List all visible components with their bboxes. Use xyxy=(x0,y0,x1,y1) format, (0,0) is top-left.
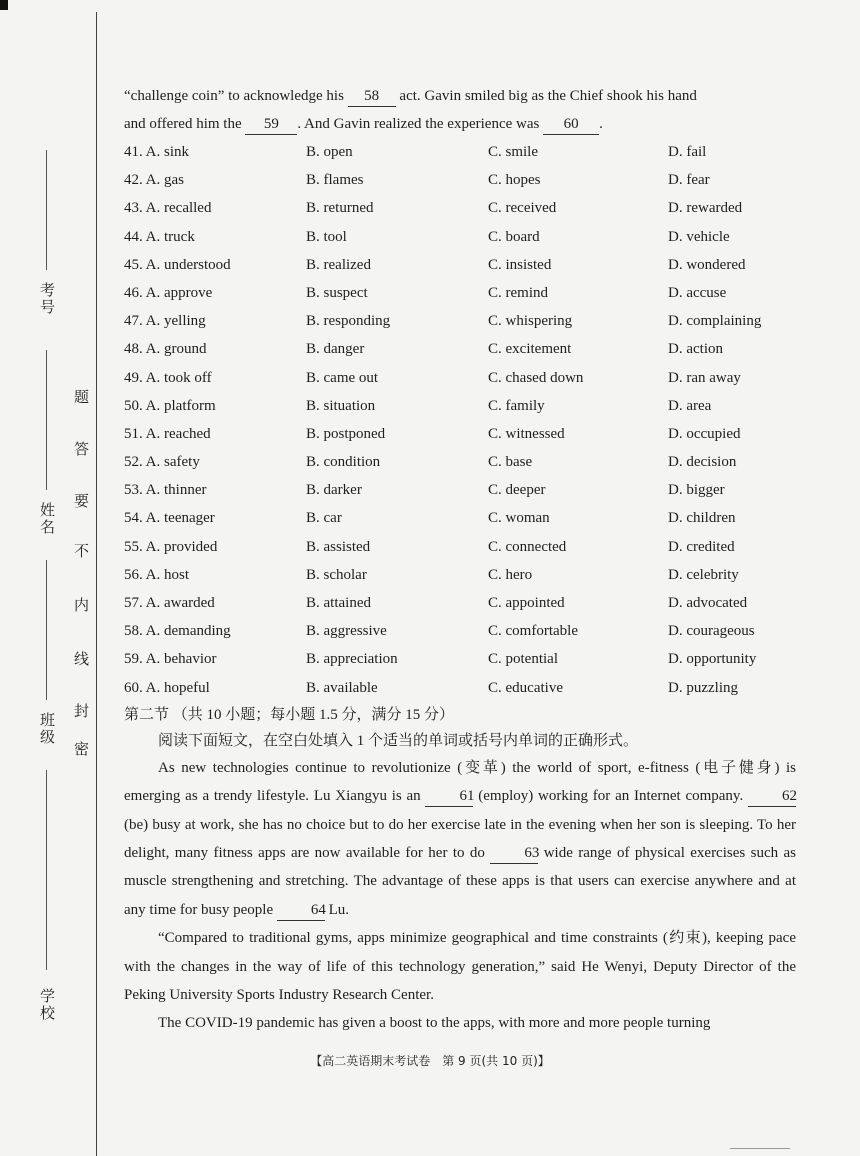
option-b: B. responding xyxy=(306,313,391,330)
option-row xyxy=(124,504,796,532)
option-a: 44. A. truck xyxy=(124,228,195,245)
option-b: B. available xyxy=(306,679,378,696)
option-c: C. chased down xyxy=(488,369,584,386)
option-b: B. car xyxy=(306,510,342,527)
option-d: D. occupied xyxy=(668,425,741,442)
option-a: 42. A. gas xyxy=(124,172,184,189)
option-c: C. potential xyxy=(488,651,558,668)
option-d: D. accuse xyxy=(668,284,727,301)
option-b: B. suspect xyxy=(306,284,368,301)
seal-char: 题 xyxy=(74,390,90,406)
option-a: 46. A. approve xyxy=(124,284,213,301)
exam-number-label: 考号 xyxy=(38,282,54,316)
option-row xyxy=(124,392,796,420)
option-c: C. insisted xyxy=(488,256,552,273)
option-d: D. children xyxy=(668,510,736,527)
option-row xyxy=(124,448,796,476)
option-d: D. rewarded xyxy=(668,200,743,217)
option-c: C. educative xyxy=(488,679,563,696)
option-row xyxy=(124,138,796,166)
option-d: D. wondered xyxy=(668,256,746,273)
blank-60: 60 xyxy=(543,114,599,135)
option-b: B. darker xyxy=(306,482,362,499)
option-row xyxy=(124,420,796,448)
seal-char: 要 xyxy=(74,494,90,510)
option-c: C. hopes xyxy=(488,172,541,189)
option-b: B. flames xyxy=(306,172,364,189)
option-row xyxy=(124,194,796,222)
section2-instruction: 阅读下面短文，在空白处填入 1 个适当的单词或括号内单词的正确形式。 xyxy=(158,732,639,749)
option-a: 48. A. ground xyxy=(124,341,207,358)
option-a: 60. A. hopeful xyxy=(124,679,210,696)
option-a: 50. A. platform xyxy=(124,397,216,414)
options-list xyxy=(124,138,796,702)
option-row xyxy=(124,307,796,335)
option-a: 47. A. yelling xyxy=(124,313,206,330)
class-label: 班级 xyxy=(38,712,54,746)
option-b: B. condition xyxy=(306,454,381,471)
passage-paragraph-3: The COVID-19 pandemic has given a boost to the apps, with more and more people turning xyxy=(158,1015,711,1032)
blank-58: 58 xyxy=(348,86,396,107)
class-lower-line xyxy=(46,770,47,970)
bottom-mark xyxy=(730,1148,790,1149)
option-a: 57. A. awarded xyxy=(124,595,215,611)
option-d: D. advocated xyxy=(668,595,748,611)
seal-char: 密 xyxy=(74,742,90,758)
option-row xyxy=(124,166,796,194)
option-row xyxy=(124,364,796,392)
option-c: C. family xyxy=(488,397,545,414)
option-c: C. base xyxy=(488,454,533,471)
option-b: B. scholar xyxy=(306,566,367,583)
option-b: B. attained xyxy=(306,595,371,611)
option-d: D. action xyxy=(668,341,723,358)
option-d: D. vehicle xyxy=(668,228,730,245)
seal-char: 封 xyxy=(74,704,90,720)
option-a: 54. A. teenager xyxy=(124,510,215,527)
exam-content xyxy=(124,82,796,1038)
option-c: C. remind xyxy=(488,284,548,301)
option-b: B. danger xyxy=(306,341,365,358)
option-row xyxy=(124,476,796,504)
seal-char: 内 xyxy=(74,598,90,614)
option-d: D. courageous xyxy=(668,623,755,640)
option-d: D. decision xyxy=(668,454,737,471)
option-a: 52. A. safety xyxy=(124,454,200,471)
option-a: 45. A. understood xyxy=(124,256,231,273)
option-d: D. fail xyxy=(668,144,707,160)
option-d: D. opportunity xyxy=(668,651,757,668)
option-d: D. celebrity xyxy=(668,566,739,583)
option-b: B. returned xyxy=(306,200,374,217)
option-b: B. came out xyxy=(306,369,379,386)
option-d: D. complaining xyxy=(668,313,762,330)
page-footer: 【高二英语期末考试卷 第 9 页(共 10 页)】 xyxy=(310,1054,550,1068)
name-label: 姓名 xyxy=(38,502,54,536)
option-row xyxy=(124,589,796,617)
option-row xyxy=(124,223,796,251)
seal-char: 线 xyxy=(74,652,90,668)
option-b: B. aggressive xyxy=(306,623,387,640)
passage-paragraph-2: “Compared to traditional gyms, apps minimize geographical and time constraints (约束), keeping pace with the changes in the way of life of this technology generation,” said He Wenyi, Deputy Director of the Peking University Sports Industry Research Center. xyxy=(124,930,796,1003)
option-a: 59. A. behavior xyxy=(124,651,217,668)
option-d: D. area xyxy=(668,397,712,414)
option-a: 41. A. sink xyxy=(124,144,190,160)
option-b: B. situation xyxy=(306,397,376,414)
blank-63: 63 xyxy=(490,843,538,864)
option-c: C. appointed xyxy=(488,595,565,611)
option-d: D. puzzling xyxy=(668,679,738,696)
option-c: C. excitement xyxy=(488,341,572,358)
page-corner-mark xyxy=(0,0,8,10)
option-row xyxy=(124,645,796,673)
option-a: 51. A. reached xyxy=(124,425,211,442)
blank-62: 62 xyxy=(748,786,796,807)
option-a: 58. A. demanding xyxy=(124,623,231,640)
option-b: B. realized xyxy=(306,256,371,273)
school-label: 学校 xyxy=(38,988,54,1022)
option-b: B. tool xyxy=(306,228,347,245)
option-b: B. assisted xyxy=(306,538,371,555)
option-row xyxy=(124,251,796,279)
option-row xyxy=(124,279,796,307)
option-c: C. witnessed xyxy=(488,425,565,442)
option-row xyxy=(124,533,796,561)
option-b: B. postponed xyxy=(306,425,386,442)
seal-char: 不 xyxy=(74,544,90,560)
blank-64: 64 xyxy=(277,900,325,921)
intro-line-2: and offered him the 59 . And Gavin realized the experience was 60 . xyxy=(124,110,796,138)
option-b: B. open xyxy=(306,144,353,160)
option-c: C. smile xyxy=(488,144,539,160)
option-c: C. hero xyxy=(488,566,533,583)
binding-line xyxy=(96,12,97,1156)
blank-61: 61 xyxy=(425,786,473,807)
exam-number-line xyxy=(46,150,47,270)
seal-char: 答 xyxy=(74,442,90,458)
option-c: C. received xyxy=(488,200,557,217)
option-row xyxy=(124,561,796,589)
option-c: C. comfortable xyxy=(488,623,578,640)
option-row xyxy=(124,617,796,645)
option-a: 43. A. recalled xyxy=(124,200,212,217)
section2-title: 第二节 （共 10 小题；每小题 1.5 分，满分 15 分） xyxy=(124,706,455,723)
option-a: 53. A. thinner xyxy=(124,482,207,499)
option-c: C. board xyxy=(488,228,540,245)
blank-59: 59 xyxy=(245,114,297,135)
option-c: C. deeper xyxy=(488,482,546,499)
option-d: D. credited xyxy=(668,538,735,555)
option-c: C. woman xyxy=(488,510,550,527)
class-upper-line xyxy=(46,560,47,700)
option-row xyxy=(124,335,796,363)
option-row xyxy=(124,674,796,702)
intro-line-1: “challenge coin” to acknowledge his 58 act. Gavin smiled big as the Chief shook his hand xyxy=(124,82,796,110)
option-c: C. whispering xyxy=(488,313,573,330)
option-a: 55. A. provided xyxy=(124,538,218,555)
option-a: 49. A. took off xyxy=(124,369,212,386)
option-d: D. fear xyxy=(668,172,710,189)
passage-paragraph-1: As new technologies continue to revolutionize (变革) the world of sport, e-fitness (电子健身) is emerging as a trendy lifestyle. Lu Xiangyu is an 61 (employ) working for an Internet company. 62 (be) busy at work, she has no choice but to do her exercise late in the evening when her son is sleeping. To her delight, many fitness apps are now available for her to do 63 wide range of physical exercises such as muscle strengthening and stretching. The advantage of these apps is that users can exercise anywhere and at any time for busy people 64 Lu. xyxy=(124,754,796,924)
option-a: 56. A. host xyxy=(124,566,190,583)
option-d: D. bigger xyxy=(668,482,725,499)
option-b: B. appreciation xyxy=(306,651,398,668)
name-line xyxy=(46,350,47,490)
option-c: C. connected xyxy=(488,538,567,555)
option-d: D. ran away xyxy=(668,369,741,386)
